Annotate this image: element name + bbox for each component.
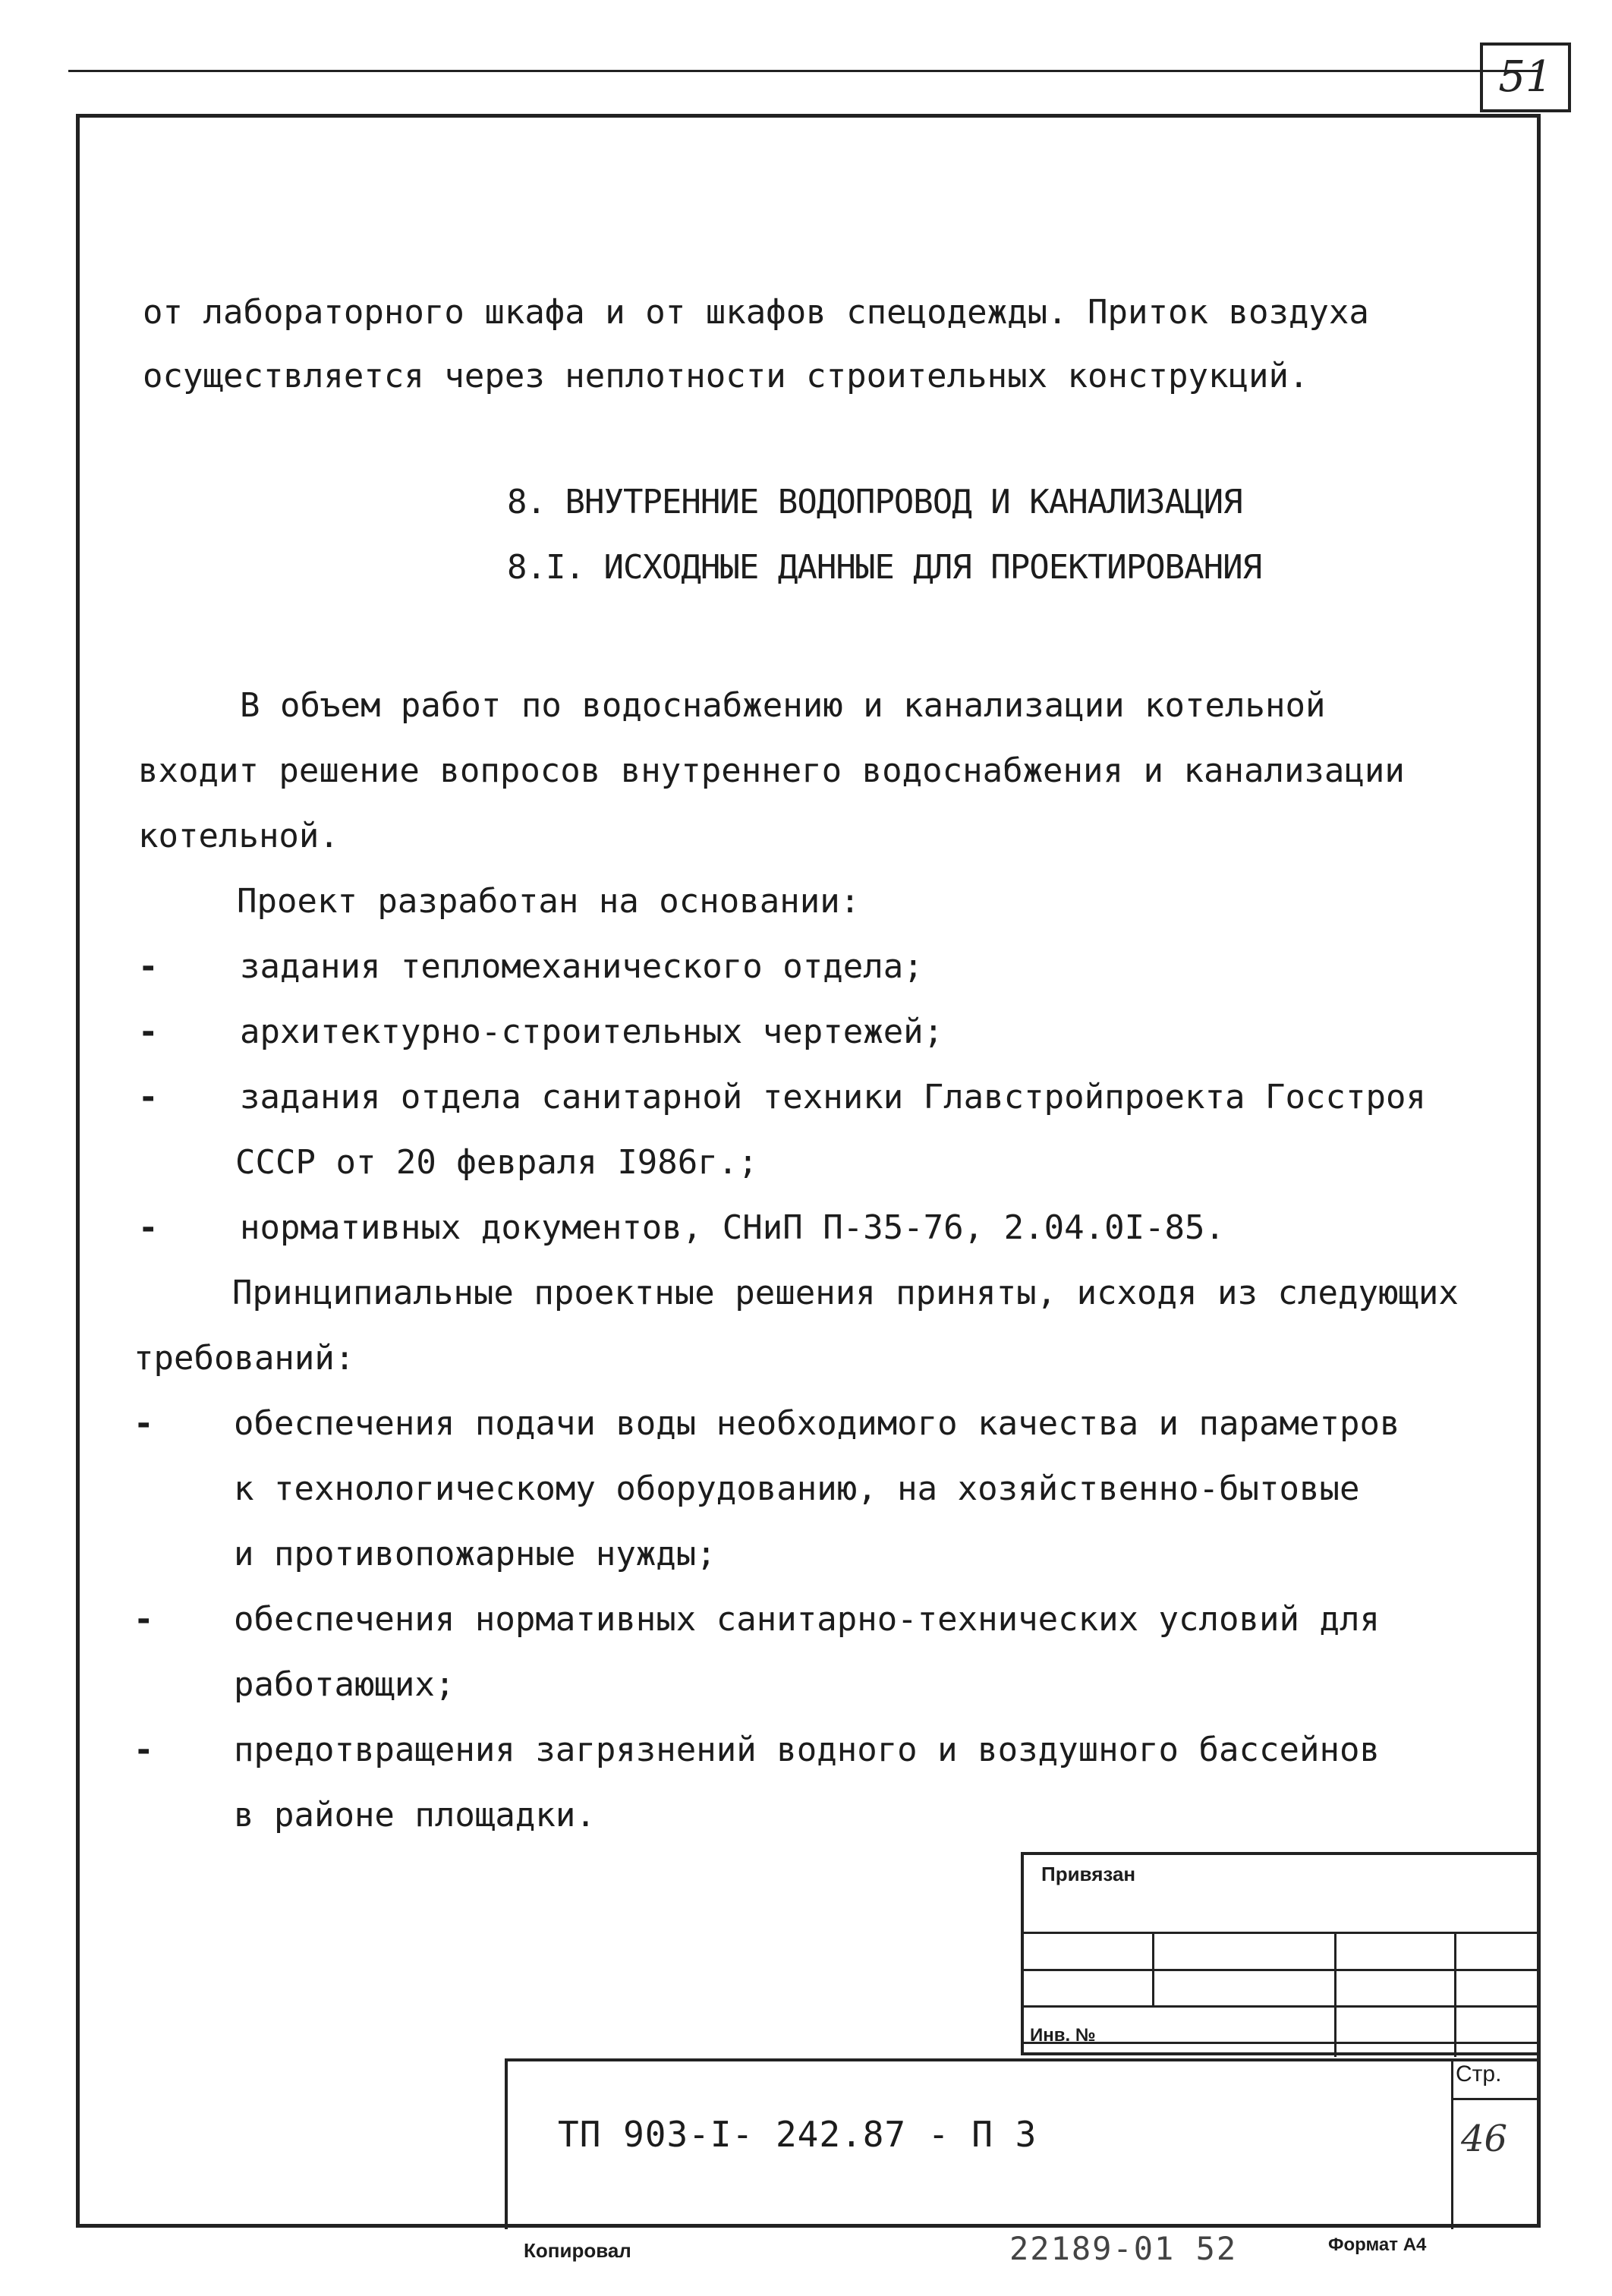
inventory-label: Инв. № — [1030, 2025, 1096, 2046]
requirement-3-cont: в районе площадки. — [234, 1796, 596, 1835]
basis-intro: Проект разработан на основании: — [237, 882, 861, 921]
basis-item-3: задания отдела санитарной техники Главстройпроекта Госстроя — [240, 1078, 1426, 1117]
list-dash: - — [138, 1208, 159, 1247]
page-label: Стр. — [1456, 2061, 1502, 2087]
principles-line-2: требований: — [134, 1339, 355, 1378]
basis-item-3-cont: СССР от 20 февраля I986г.; — [235, 1143, 758, 1182]
list-dash: - — [138, 947, 159, 986]
principles-line-1: Принципиальные проектные решения приняты, исходя из следующих — [232, 1274, 1459, 1312]
requirement-2-cont: работающих; — [234, 1665, 455, 1704]
stamp-col-line — [1152, 1932, 1154, 2005]
page-label-line — [1451, 2098, 1538, 2100]
stamp-row-line — [1021, 1932, 1538, 1934]
list-dash: - — [134, 1404, 154, 1443]
paragraph1-line-3: котельной. — [138, 817, 339, 855]
subsection-heading: 8.I. ИСХОДНЫЕ ДАННЫЕ ДЛЯ ПРОЕКТИРОВАНИЯ — [507, 548, 1262, 587]
stamp-row-line — [1021, 2005, 1538, 2008]
requirement-1: обеспечения подачи воды необходимого качества и параметров — [234, 1404, 1400, 1443]
body-line-2: осуществляется через неплотности строительных конструкций. — [143, 357, 1309, 395]
top-rule — [68, 70, 1541, 72]
document-code: ТП 903-I- 242.87 - П 3 — [558, 2114, 1037, 2155]
basis-item-2: архитектурно-строительных чертежей; — [240, 1013, 944, 1051]
order-number: 22189-01 52 — [1009, 2230, 1238, 2267]
requirement-1-cont-2: и противопожарные нужды; — [234, 1535, 716, 1573]
list-dash: - — [134, 1600, 154, 1639]
stamp-row-line — [1021, 1969, 1538, 1971]
stamp-row-line — [1021, 2042, 1538, 2044]
section-heading: 8. ВНУТРЕННИЕ ВОДОПРОВОД И КАНАЛИЗАЦИЯ — [507, 483, 1242, 521]
paragraph1-line-1: В объем работ по водоснабжению и канализации котельной — [240, 686, 1326, 725]
stamp-col-line — [1454, 1932, 1456, 2057]
stamp-col-line — [1334, 1932, 1337, 2057]
list-dash: - — [138, 1013, 159, 1051]
body-line-1: от лабораторного шкафа и от шкафов спецодежды. Приток воздуха — [143, 293, 1369, 332]
format-label: Формат А4 — [1328, 2235, 1427, 2255]
list-dash: - — [134, 1731, 154, 1769]
sheet-number: 51 — [1498, 52, 1553, 102]
basis-item-4: нормативных документов, СНиП П-35-76, 2.04.0I-85. — [240, 1208, 1226, 1247]
requirement-3: предотвращения загрязнений водного и воздушного бассейнов — [234, 1731, 1380, 1769]
page-number: 46 — [1461, 2118, 1508, 2160]
list-dash: - — [138, 1078, 159, 1117]
requirement-1-cont-1: к технологическому оборудованию, на хозяйственно-бытовые — [234, 1469, 1360, 1508]
paragraph1-line-2: входит решение вопросов внутреннего водоснабжения и канализации — [138, 751, 1405, 790]
requirement-2: обеспечения нормативных санитарно-технических условий для — [234, 1600, 1380, 1639]
title-block-divider — [1451, 2058, 1453, 2229]
copied-by-label: Копировал — [524, 2239, 631, 2262]
basis-item-1: задания тепломеханического отдела; — [240, 947, 924, 986]
tied-label: Привязан — [1041, 1863, 1136, 1885]
